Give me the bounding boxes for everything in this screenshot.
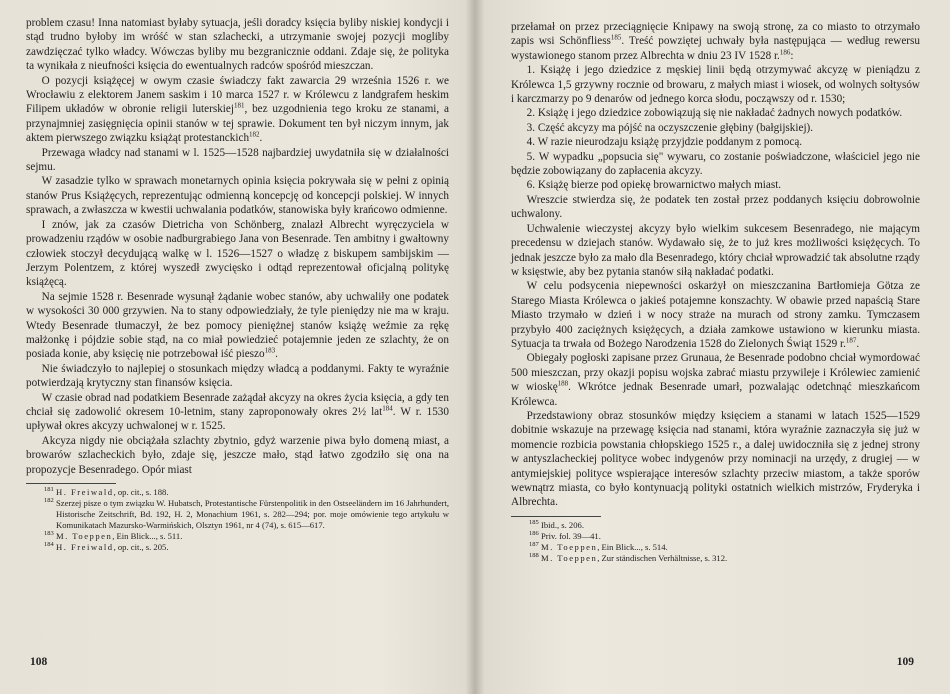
paragraph-text: . Treść powziętej uchwały była następująca — według rewersu wystawionego stanom przez Albrechta w dniu 23 IV 1528 r. xyxy=(511,35,920,62)
paragraph xyxy=(511,222,920,280)
paragraph xyxy=(26,74,449,146)
footnote-ref: 184 xyxy=(382,404,393,413)
paragraph xyxy=(26,290,449,362)
footnote: 186 Priv. fol. 39—41. xyxy=(529,529,601,541)
footnote: 182 Szerzej pisze o tym związku W. Hubatsch, Protestantische Fürstenpolitik in den Ostseeländern im 16 Jahrhundert, Historische Zeitschrift, Bd. 192, H. 2, Monachium 1961, s. 282—294; por. moje omówienie tego artykułu w Komunikatach Mazursko-Warmińskich, Olsztyn 1961, nr 4 (74), s. 615—617. xyxy=(44,497,449,530)
paragraph-text: Akcyza nigdy nie obciążała szlachty zbytnio, gdyż warzenie piwa było domeną miast, a browarów szlacheckich było, zdaje się, jeszcze mało, stąd łatwo zgodziło się ona na propozycje Besenradego. Opór miast xyxy=(26,434,449,476)
page-number: 108 xyxy=(30,656,48,668)
footnote: 185 Ibid., s. 206. xyxy=(529,518,584,530)
paragraph xyxy=(511,121,920,135)
paragraph-text: W zasadzie tylko w sprawach monetarnych opinia księcia pokrywała się w pełni z opinią stanów Prus Książęcych, reprezentując odmienną koncepcję od koncepcji polskiej. W innych sprawach, a zwłaszcza w kwestii uchwalania podatków, stanowiska były krańcowo odmienne. xyxy=(26,175,449,217)
right-footnotes xyxy=(511,520,920,564)
paragraph xyxy=(511,178,920,192)
paragraph xyxy=(26,391,449,434)
right-page xyxy=(475,0,950,694)
paragraph-text: problem czasu! Inna natomiast byłaby sytuacja, jeśli doradcy księcia byliby niskiej kondycji i stąd trudno byłoby im wróść w stan szlachecki, a utrzymanie swojej pozycji mogliby zawdzięczać tylko władcy. Wówczas byliby mu bezgranicznie oddani. Zdaje się, że polityka ta wynikała z nieufności księcia do ewentualnych radców spośród mieszczan. xyxy=(26,17,449,73)
paragraph xyxy=(26,16,449,74)
paragraph-text: Na sejmie 1528 r. Besenrade wysunął żądanie wobec stanów, aby uchwaliły one podatek w wysokości 30 000 grzywien. Na to stany odpowiedziały, że tyle pieniędzy nie ma w kraju. Wtedy Besenrade tłumaczył, że bez pomocy pieniężnej stanów książę weźmie za rękę małżonkę i pójdzie sobie stąd, na co miał powiedzieć potajemnie jeden ze szlachty, że on posiada konie, aby księcię nie potrzebował iść pieszo xyxy=(26,290,449,361)
paragraph xyxy=(511,20,920,63)
paragraph xyxy=(26,174,449,217)
footnote-ref: 182 xyxy=(249,130,260,139)
paragraph-text: O pozycji książęcej w owym czasie świadczy fakt zawarcia 29 września 1526 r. we Wrocławiu z elektorem Janem saskim i 10 marca 1527 r. w Królewcu z landgrafem heskim Filipem układów w obronie religii luterskiej xyxy=(26,74,449,116)
footnote-text: , op. cit., s. 205. xyxy=(113,542,169,552)
footnote-text: , Ein Blick..., s. 514. xyxy=(597,541,668,552)
footnote-ref: 187 xyxy=(845,336,857,345)
footnote-author: H. Freiwald xyxy=(56,487,114,497)
paragraph xyxy=(26,434,449,477)
footnote-author: M. Toeppen xyxy=(541,552,598,563)
paragraph-text: 1. Książę i jego dziedzice z męskiej linii będą otrzymywać akcyzę w pieniądzu z Królewca 1,5 grzywny rocznie od browaru, z małych miast i wiosek, od wolnych sołtysów i karczmarzy po 9 denarów od jednego korca słodu, począwszy od r. 1530; xyxy=(511,64,920,106)
paragraph-text: 4. W razie nieurodzaju książę przyjdzie poddanym z pomocą. xyxy=(526,136,803,149)
right-body-text xyxy=(511,20,920,510)
paragraph-text: Wreszcie stwierdza się, że podatek ten został przez poddanych księciu dobrowolnie uchwalony. xyxy=(511,193,920,221)
footnote-author: M. Toeppen xyxy=(541,541,598,552)
footnote-ref: 183 xyxy=(264,346,276,355)
footnote-text: , op. cit., s. 188. xyxy=(113,487,169,497)
paragraph xyxy=(511,279,920,351)
footnote-author: H. Freiwald xyxy=(56,542,114,552)
paragraph-text: 3. Część akcyzy ma pójść na oczyszczenie głębiny (bałgijskiej). xyxy=(526,121,814,134)
footnote-rule xyxy=(26,483,116,484)
paragraph xyxy=(511,351,920,409)
paragraph-text: przełamał on przez przeciągnięcie Knipawy na swoją stronę, za co miasto to otrzymało zapis wsi Schönfliess xyxy=(511,21,920,48)
paragraph xyxy=(26,146,449,175)
footnote-rule xyxy=(511,516,601,517)
paragraph xyxy=(26,218,449,290)
left-body-text xyxy=(26,16,449,477)
paragraph-text: Przewaga władcy nad stanami w l. 1525—1528 najbardziej uwydatniła się w działalności sejmu. xyxy=(26,146,449,174)
footnote-ref: 181 xyxy=(233,101,245,110)
paragraph-text: Nie świadczyło to najlepiej o stosunkach między władcą a poddanymi. Fakty te wyraźnie potwierdzają krytyczny stan finansów księcia. xyxy=(26,362,449,390)
paragraph xyxy=(511,135,920,149)
paragraph xyxy=(511,106,920,120)
paragraph xyxy=(511,63,920,106)
footnote: 181 H. Freiwald, op. cit., s. 188. xyxy=(44,486,169,497)
footnote: 184 H. Freiwald, op. cit., s. 205. xyxy=(44,541,169,552)
paragraph-text: . xyxy=(856,337,860,350)
paragraph-text: 5. W wypadku „popsucia się" wywaru, co zostanie poświadczone, właściciel jego nie będzie zobowiązany do zapłacenia akcyzy. xyxy=(511,150,920,178)
footnote: 183 M. Toeppen, Ein Blick..., s. 511. xyxy=(44,530,183,541)
paragraph-text: , bez uzgodnienia tego kroku ze stanami, a przynajmniej zasięgnięcia opinii stanów w tej sprawie. Dokument ten był niczym innym, jak aktem pierwszego związku książąt protestanckich xyxy=(26,103,449,145)
footnote: 187 M. Toeppen, Ein Blick..., s. 514. xyxy=(529,540,668,552)
footnote-ref: 185 xyxy=(610,33,622,42)
footnote: 188 M. Toeppen, Zur ständischen Verhältnisse, s. 312. xyxy=(529,551,728,563)
footnote-text: , Zur ständischen Verhältnisse, s. 312. xyxy=(597,552,728,563)
footnote-ref: 186 xyxy=(779,48,791,57)
paragraph-text: W celu podsycenia niepewności oskarżył on mieszczanina Bartłomieja Götza ze Starego Miasta Królewca o jakieś potajemne konszachty. W obawie przed napaścią Stare Miasto trzymało w dzień i w nocy straże na murach od strony zamku. Tymczasem przybyło 400 zaciężnych księżęcych, a działa zamkowe ustawiono w kierunku miasta. Sytuacja ta trwała od Bożego Narodzenia 1528 do Zielonych Świąt 1529 r. xyxy=(511,280,920,350)
paragraph xyxy=(511,409,920,510)
footnote-text: Szerzej pisze o tym związku W. Hubatsch, Protestantische Fürstenpolitik in den Ostseeländern im 16 Jahrhundert, Historische Zeitschrift, Bd. 192, H. 2, Monachium 1961, s. 282—294; por. moje omówienie tego artykułu w Komunikatach Mazursko-Warmińskich, Olsztyn 1961, nr 4 (74), s. 615—617. xyxy=(56,498,449,530)
paragraph-text: Przedstawiony obraz stosunków między księciem a stanami w latach 1525—1529 dobitnie wskazuje na przewagę księcia nad stanami, która wyraźnie zaznaczyła się już w momencie rozbicia powstania chłopskiego 1525 r., a dalej uwidoczniła się z jednej strony w antyszlacheckiej polityce wobec indygenów przy nominacji na urzędy, z drugiej — w antymiejskiej polityce wspierające interesów szlachty przeciw miastom, a także sporów wewnątrz miasta, co było kontynuacją polityki ostatnich wielkich mistrzów, Fryderyka i Albrechta. xyxy=(511,409,920,509)
paragraph-text: Obiegały pogłoski zapisane przez Grunaua, że Besenrade podobno chciał wymordować 500 mieszczan, przy okazji popisu wojska zabrać miastu przywileje i Królewiec zamienić w wioskę xyxy=(511,352,920,394)
paragraph-text: : xyxy=(790,49,794,62)
footnote-ref: 188 xyxy=(557,379,569,388)
paragraph-text: W czasie obrad nad podatkiem Besenrade zażądał akcyzy na okres życia księcia, a gdy ten chciał się zadowolić okresem 10-letnim, stany zaproponowały okres 2½ lat xyxy=(26,391,449,418)
paragraph xyxy=(511,150,920,179)
footnote-text: , Ein Blick..., s. 511. xyxy=(112,531,183,541)
footnote-text: Priv. fol. 39—41. xyxy=(541,530,601,541)
paragraph-text: . Wkrótce jednak Besenrade umarł, pozwalając odetchnąć mieszkańcom Królewca. xyxy=(511,381,920,408)
left-footnotes xyxy=(26,487,449,553)
footnote-author: M. Toeppen xyxy=(56,531,113,541)
paragraph-text: I znów, jak za czasów Dietricha von Schönberg, znalazł Albrecht wyręczyciela w prowadzeniu rządów w osobie nadburgrabiego Jana von Besenrade. Ten ambitny i gwałtowny człowiek stoczył decydującą walkę w l. 1526—1527 o władzę z biskupem sambijskim — Jerzym Polentzem, z której wyszedł zwycięsko i odtąd reprezentował oficjalną politykę książęcą. xyxy=(26,218,449,289)
footnote-text: Ibid., s. 206. xyxy=(541,519,584,530)
paragraph-text: 6. Książę bierze pod opiekę browarnictwo małych miast. xyxy=(526,179,782,192)
paragraph xyxy=(26,362,449,391)
paragraph-text: . xyxy=(259,132,263,145)
paragraph-text: Uchwalenie wieczystej akcyzy było wielkim sukcesem Besenradego, nie mającym precedensu w dziejach stanów. Wydawało się, że to już kres możliwości księżęcych. To jednak jeszcze było za mało dla Besenradego, który chciał wprowadzić tak absolutne rządy w księstwie, aby bez pytania stanów siłą nakładać podatki. xyxy=(511,222,920,278)
page-number: 109 xyxy=(896,656,914,668)
paragraph-text: . W r. 1530 upływał okres akcyzy uchwalonej w r. 1525. xyxy=(26,405,449,433)
paragraph xyxy=(511,193,920,222)
paragraph-text: 2. Książę i jego dziedzice zobowiązują się nie nakładać żadnych nowych podatków. xyxy=(526,107,903,120)
paragraph-text: . xyxy=(275,348,278,361)
